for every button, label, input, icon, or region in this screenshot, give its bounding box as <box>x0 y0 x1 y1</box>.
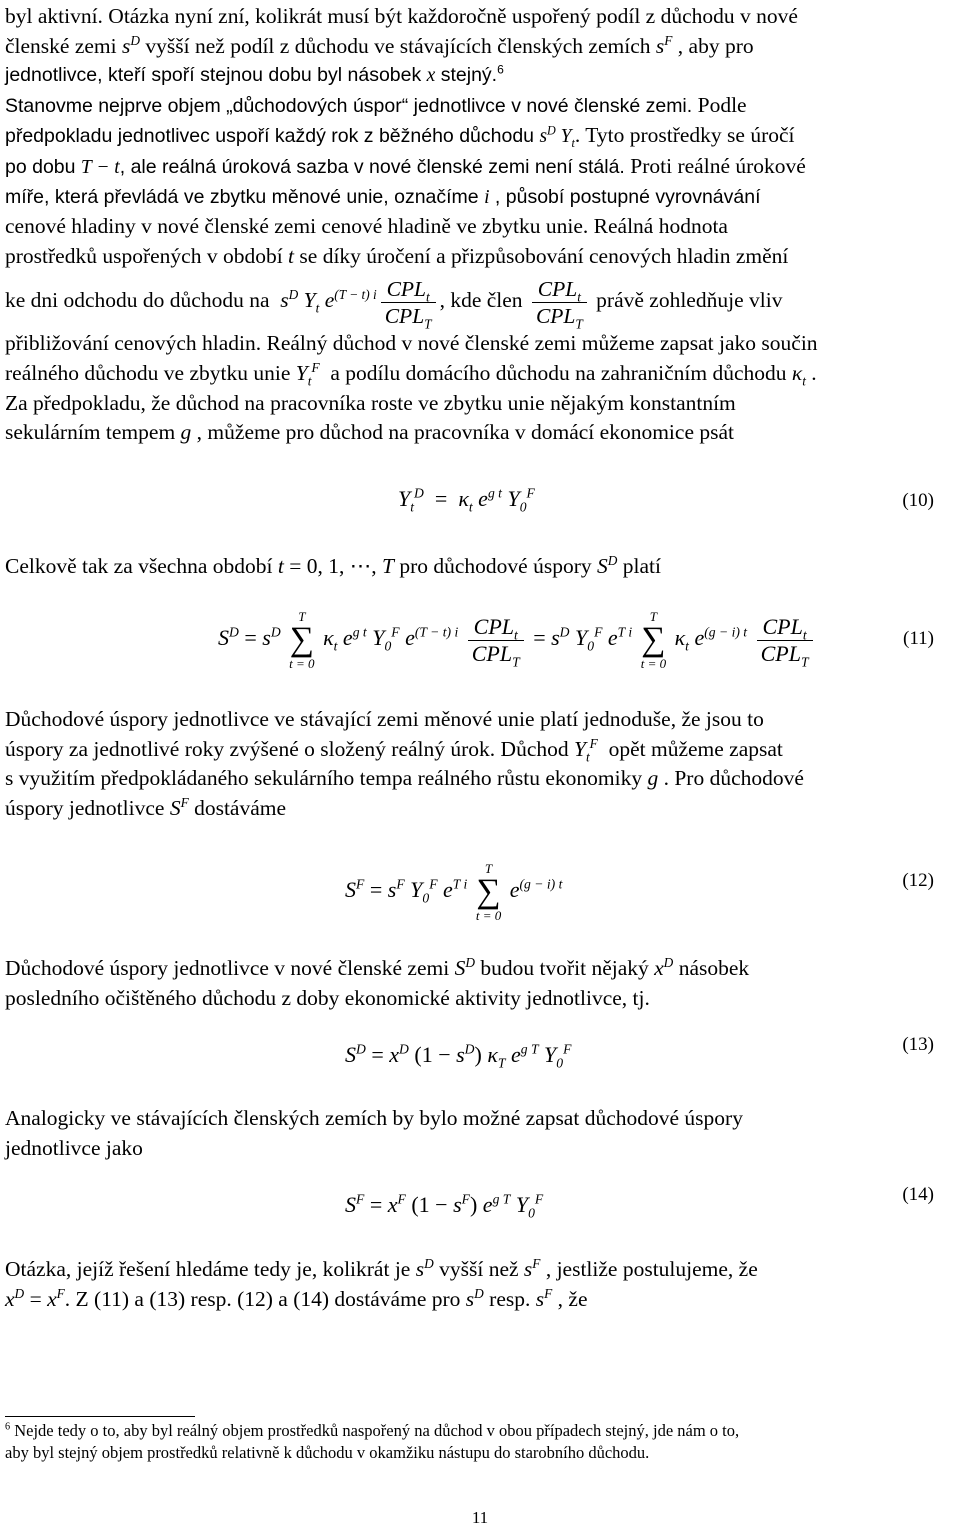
equation-13-body: $S^D = x^D$ $(1 - s^D)$ $\kappa_T$ $e^{g T}$ $Y_0^F$ <box>345 1041 572 1071</box>
text-line: byl aktivní. Otázka nyní zní, kolikrát musí být každoročně uspořený podíl z důchodu v nové <box>5 4 798 28</box>
summation-symbol: T ∑ t = 0 <box>640 609 667 671</box>
text-line: prostředků uspořených v období t se díky úročení a přizpůsobování cenových hladin změní <box>5 243 789 268</box>
paragraph-analogous <box>5 1104 955 1163</box>
equation-12-body: $S^F = s^F$ $Y_0^F$ $e^{T i}$ T ∑ t = 0 $e^{(g - i) t}$ <box>345 861 563 923</box>
equation-number: (12) <box>902 870 934 891</box>
fraction-cpl: $\frac{CPL_t}{CPL_T}$ <box>468 614 524 667</box>
text-line: cenové hladiny v nové členské zemi cenové hladině ve zbytku unie. Reálná hodnota <box>5 214 728 239</box>
equation-number: (10) <box>902 490 934 511</box>
text-line: posledního očištěného důchodu z doby ekonomické aktivity jednotlivce, tj. <box>5 985 650 1010</box>
equation-10-body: $Y_t^D = \kappa_t$ $e^{g t}$ $Y_0^F$ <box>398 485 535 515</box>
text-line: míře, která převládá ve zbytku měnové unie, označíme i , působí postupné vyrovnávání <box>5 185 761 208</box>
text-line: po dobu T − t, ale reálná úroková sazba v nové členské zemi není stálá. Proti reálné úrokové <box>5 153 806 178</box>
text-line: Otázka, jejíž řešení hledáme tedy je, kolikrát je $s^D$ vyšší než $s^F$ , jestliže postulujeme, že <box>5 1255 758 1281</box>
equation-14-body: $S^F = x^F$ $(1 - s^F)$ $e^{g T}$ $Y_0^F$ <box>345 1191 544 1221</box>
equation-number: (11) <box>903 628 934 649</box>
equation-11 <box>0 610 960 690</box>
summation-symbol: T ∑ t = 0 <box>289 609 315 671</box>
fraction-cpl: $\frac{CPL_t}{CPL_T}$ <box>532 276 587 329</box>
footnote-line <box>5 1420 955 1442</box>
text-line: členské zemi $s^D$ vyšší než podíl z důchodu ve stávajících členských zemích $s^F$ , aby pro <box>5 32 754 58</box>
text-line: jednotlivce jako <box>5 1135 143 1160</box>
text-line: reálného důchodu ve zbytku unie $Y_t^F$ a podílu domácího důchodu na zahraničním důchodu $\kappa_t$ . <box>5 359 817 389</box>
text-line: Celkově tak za všechna období t = 0, 1, ⋯, T pro důchodové úspory $S^D$ platí <box>5 552 661 578</box>
text-line: úspory za jednotlivé roky zvýšené o složený reálný úrok. Důchod $Y_t^F$ opět můžeme zapsat <box>5 735 783 764</box>
text-line: s využitím předpokládaného sekulárního tempa reálného růstu ekonomiky g . Pro důchodové <box>5 766 804 791</box>
footnote-text: Nejde tedy o to, aby byl reálný objem prostředků naspořený na důchod v obou případech stejný, jde nám o to, <box>14 1421 740 1440</box>
fraction-cpl: $\frac{CPL_t}{CPL_T}$ <box>757 614 813 667</box>
paragraph-question <box>5 1255 955 1314</box>
equation-number: (13) <box>902 1034 934 1055</box>
equation-11-body: $S^D = s^D$ T ∑ t = 0 $\kappa_t$ $e^{g t}$ $Y_0^F$ $e^{(T - t) i}$ $\frac{CPL_t}{CPL_T}$ = $s^D$ $Y_0^F$ $e^{T i}$ T ∑ t = 0 $\kappa_t$ $e^{(g - i) t}$ $\frac{CPL_t}{CPL_T}$ <box>218 610 817 670</box>
footnote-reference: 6 <box>497 62 504 77</box>
text-line: jednotlivce, kteří spoří stejnou dobu byl násobek x stejný.$^6$ <box>5 62 504 87</box>
footnote-marker: 6 <box>5 1421 11 1433</box>
text-line: přibližování cenových hladin. Reálný důchod v nové členské zemi můžeme zapsat jako součin <box>5 331 818 356</box>
footnote-rule <box>5 1416 195 1417</box>
page-number: 11 <box>471 1508 489 1527</box>
text-line: úspory jednotlivce $S^F$ dostáváme <box>5 794 287 820</box>
fraction-cpl: $\frac{CPL_t}{CPL_T}$ <box>381 276 436 329</box>
paragraph-new-member-multiple <box>5 954 955 1013</box>
text-line: $x^D = x^F$. Z (11) a (13) resp. (12) a (14) dostáváme pro $s^D$ resp. $s^F$ , že <box>5 1285 588 1311</box>
equation-number: (14) <box>902 1184 934 1205</box>
text-line-with-fraction: ke dni odchodu do důchodu na $s^D$ $Y_t$ $e^{(T - t) i}$ $\frac{CPL_t}{CPL_T}$ , kde člen $\frac{CPL_t}{CPL_T}$ právě zohledňuje vliv <box>5 276 783 332</box>
paragraph-savings-question <box>5 2 955 448</box>
paragraph-total-savings <box>5 552 955 582</box>
text-line: Stanovme nejprve objem „důchodových úspor“ jednotlivce v nové členské zemi. Podle <box>5 92 747 117</box>
text-line: sekulárním tempem g , můžeme pro důchod na pracovníka v domácí ekonomice psát <box>5 420 734 445</box>
text-line: Důchodové úspory jednotlivce v nové členské zemi $S^D$ budou tvořit nějaký $x^D$ násobek <box>5 954 750 980</box>
summation-symbol: T ∑ t = 0 <box>475 861 502 923</box>
footnote-line: aby byl stejný objem prostředků relativně k důchodu v okamžiku nástupu do starobního důchodu. <box>5 1443 650 1462</box>
text-line: Důchodové úspory jednotlivce ve stávající zemi měnové unie platí jednoduše, že jsou to <box>5 707 764 731</box>
footnote <box>5 1420 955 1464</box>
text-line: Za předpokladu, že důchod na pracovníka roste ve zbytku unie nějakým konstantním <box>5 390 736 415</box>
text-line: předpokladu jednotlivec uspoří každý rok z běžného důchodu $s^D$ $Y_t$. Tyto prostředky se úročí <box>5 123 795 151</box>
equation-12 <box>0 862 960 932</box>
text-line: Analogicky ve stávajících členských zemích by bylo možné zapsat důchodové úspory <box>5 1106 743 1130</box>
paragraph-existing-member-savings <box>5 705 955 823</box>
